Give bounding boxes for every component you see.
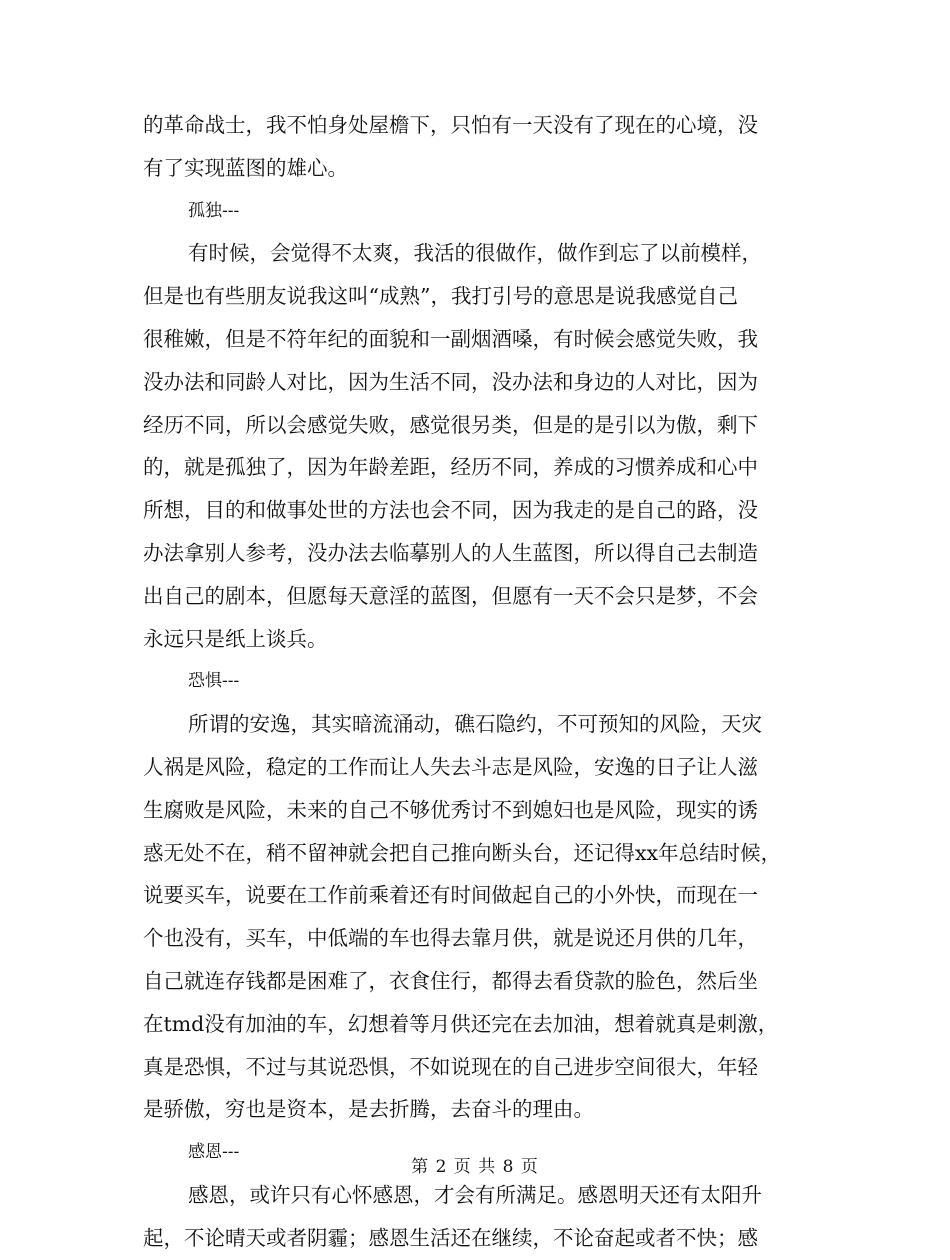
text-line: 的，就是孤独了，因为年龄差距，经历不同，养成的习惯养成和心中 <box>143 455 758 480</box>
text-line: 在tmd没有加油的车，幻想着等月供还完在去加油，想着就真是刺激， <box>143 1011 779 1036</box>
text-line: 个也没有，买车，中低端的车也得去靠月供，就是说还月供的几年， <box>143 926 758 951</box>
text-line: 很稚嫩，但是不符年纪的面貌和一副烟酒嗓，有时候会感觉失败，我 <box>143 326 758 351</box>
text-line: 有了实现蓝图的雄心。 <box>143 155 348 180</box>
text-line: 经历不同，所以会感觉失败，感觉很另类，但是的是引以为傲，剩下 <box>143 412 758 437</box>
text-line: 所谓的安逸，其实暗流涌动，礁石隐约，不可预知的风险，天灾 <box>188 712 762 737</box>
text-line: 的革命战士，我不怕身处屋檐下，只怕有一天没有了现在的心境，没 <box>143 113 758 137</box>
section-heading: 恐惧--- <box>188 671 240 692</box>
page-footer: 第 2 页 共 8 页 <box>411 1157 539 1177</box>
text-line: 是骄傲，穷也是资本，是去折腾，去奋斗的理由。 <box>143 1097 594 1122</box>
text-line: 惑无处不在，稍不留神就会把自己推向断头台，还记得xx年总结时候， <box>143 840 782 865</box>
section-heading: 感恩--- <box>188 1142 240 1163</box>
text-line: 所想，目的和做事处世的方法也会不同，因为我走的是自己的路，没 <box>143 498 758 523</box>
text-line: 说要买车，说要在工作前乘着还有时间做起自己的小外快，而现在一 <box>143 883 758 908</box>
text-line: 生腐败是风险，未来的自己不够优秀讨不到媳妇也是风险，现实的诱 <box>143 797 758 822</box>
text-line: 自己就连存钱都是困难了，衣食住行，都得去看贷款的脸色，然后坐 <box>143 968 758 993</box>
text-line: 起，不论晴天或者阴霾；感恩生活还在继续，不论奋起或者不快；感 <box>143 1225 758 1250</box>
text-line: 有时候，会觉得不太爽，我活的很做作，做作到忘了以前模样， <box>188 241 762 266</box>
text-line: 感恩，或许只有心怀感恩，才会有所满足。感恩明天还有太阳升 <box>188 1182 762 1207</box>
text-line: 人祸是风险，稳定的工作而让人失去斗志是风险，安逸的日子让人滋 <box>143 754 758 779</box>
body-text <box>143 104 823 1260</box>
text-line: 永远只是纸上谈兵。 <box>143 626 328 651</box>
text-line: 但是也有些朋友说我这叫“成熟”，我打引号的意思是说我感觉自己 <box>143 284 738 309</box>
text-line: 出自己的剧本，但愿每天意淫的蓝图，但愿有一天不会只是梦，不会 <box>143 583 758 608</box>
text-line: 真是恐惧，不过与其说恐惧，不如说现在的自己进步空间很大，年轻 <box>143 1054 758 1079</box>
text-line: 没办法和同龄人对比，因为生活不同，没办法和身边的人对比，因为 <box>143 369 758 394</box>
text-line: 办法拿别人参考，没办法去临摹别人的人生蓝图，所以得自己去制造 <box>143 540 758 565</box>
section-heading: 孤独--- <box>188 200 240 221</box>
